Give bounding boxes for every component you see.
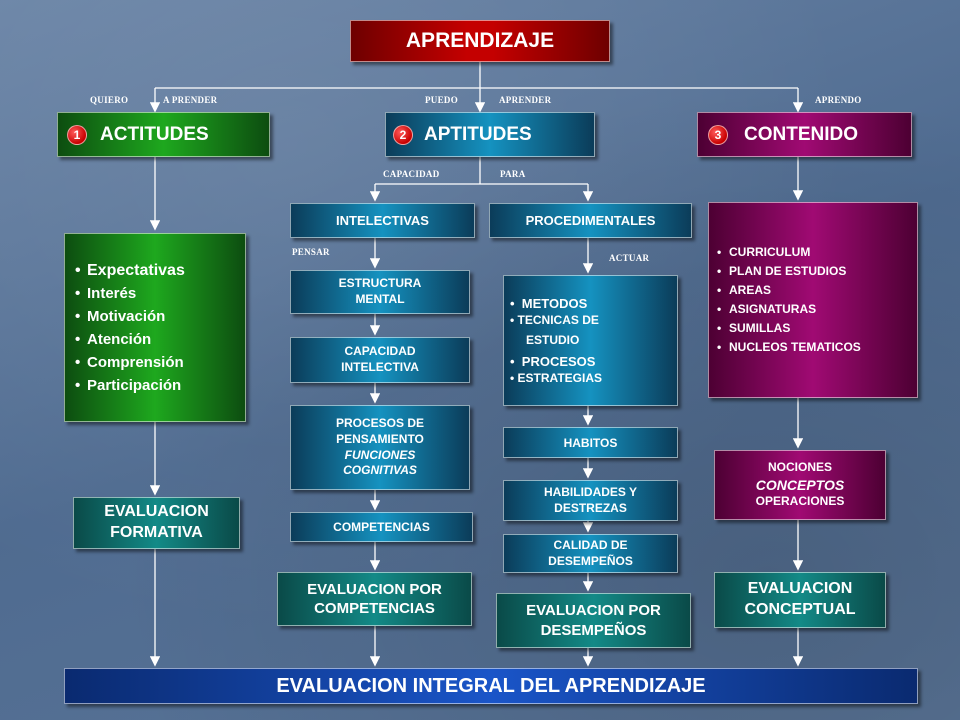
list-item: • ESTRATEGIAS	[510, 371, 602, 386]
procesos-line2: PENSAMIENTO	[336, 431, 424, 446]
label-actuar: ACTUAR	[609, 253, 650, 263]
evaluacion-desempenos-box	[496, 593, 691, 648]
tecnicas-item: TECNICAS DE	[517, 313, 599, 328]
eval-conceptual-line1: EVALUACION	[747, 580, 853, 598]
label-a-prender: A PRENDER	[163, 95, 218, 105]
aprendizaje-title-box	[350, 20, 610, 62]
capacidad-line2: INTELECTIVA	[341, 360, 419, 374]
eval-conceptual-line2: CONCEPTUAL	[744, 601, 856, 618]
procesos-line1: PROCESOS DE	[335, 416, 425, 431]
actitudes-list-box	[64, 233, 246, 422]
evaluacion-formativa-box	[73, 497, 240, 549]
aprendizaje-title: APRENDIZAJE	[405, 29, 555, 52]
habitos-label: HABITOS	[563, 435, 618, 450]
procesos-line4: COGNITIVAS	[343, 463, 417, 478]
capacidad-intelectiva-box	[290, 337, 470, 383]
list-item: • Motivación	[75, 305, 185, 328]
list-item: • PLAN DE ESTUDIOS	[717, 262, 861, 281]
actitudes-label: ACTITUDES	[100, 123, 209, 145]
label-aprendo: APRENDO	[815, 95, 862, 105]
list-item: • METODOS	[510, 295, 588, 311]
calidad-desempenos-box	[503, 534, 678, 573]
metodos-list	[510, 295, 602, 387]
label-aprender: APRENDER	[499, 95, 552, 105]
estudio-item: ESTUDIO	[526, 333, 580, 348]
label-pensar: PENSAR	[292, 247, 330, 257]
eval-competencias-line2: COMPETENCIAS	[314, 600, 435, 617]
procesos-line3: FUNCIONES	[344, 447, 416, 462]
evaluacion-integral-box	[64, 668, 918, 704]
nociones-line3: OPERACIONES	[755, 494, 845, 509]
estructura-line1: ESTRUCTURA	[338, 276, 422, 291]
capacidad-line1: CAPACIDAD	[344, 344, 416, 359]
label-para: PARA	[500, 169, 526, 179]
evaluacion-competencias-box	[277, 572, 472, 626]
competencias-box	[290, 512, 473, 542]
procesos-item: PROCESOS	[521, 353, 596, 369]
label-puedo: PUEDO	[425, 95, 458, 105]
nociones-line1: NOCIONES	[767, 460, 832, 475]
actitudes-header	[57, 112, 270, 157]
evaluacion-formativa-line1: EVALUACION	[104, 503, 209, 521]
intelectivas-box	[290, 203, 475, 238]
estructura-line2: MENTAL	[355, 292, 405, 306]
evaluacion-integral-label: EVALUACION INTEGRAL DEL APRENDIZAJE	[276, 674, 706, 697]
metodos-item: METODOS	[521, 295, 588, 311]
eval-competencias-line1: EVALUACION POR	[307, 580, 442, 598]
list-item: • Expectativas	[75, 259, 185, 282]
label-quiero: QUIERO	[90, 95, 129, 105]
list-item: • SUMILLAS	[717, 319, 861, 338]
list-item: • ASIGNATURAS	[717, 300, 861, 319]
list-item: • Atención	[75, 328, 185, 351]
number-badge-3: 3	[708, 125, 728, 145]
list-item: • TECNICAS DE	[510, 313, 599, 328]
eval-desempenos-line1: EVALUACION POR	[526, 602, 661, 619]
calidad-line1: CALIDAD DE	[553, 537, 628, 552]
habilidades-line2: DESTREZAS	[554, 500, 627, 515]
contenido-list-box	[708, 202, 918, 398]
list-item: • Participación	[75, 374, 185, 397]
list-item: • Comprensión	[75, 351, 185, 374]
procesos-pensamiento-box	[290, 405, 470, 490]
number-badge-1: 1	[67, 125, 87, 145]
actitudes-list	[75, 259, 185, 397]
metodos-box	[503, 275, 678, 406]
number-badge-2: 2	[393, 125, 413, 145]
habilidades-box	[503, 480, 678, 521]
procedimentales-box	[489, 203, 692, 238]
evaluacion-conceptual-box	[714, 572, 886, 628]
contenido-label: CONTENIDO	[744, 123, 858, 145]
aptitudes-label: APTITUDES	[424, 123, 532, 145]
calidad-line2: DESEMPEÑOS	[548, 553, 633, 568]
evaluacion-formativa-line2: FORMATIVA	[110, 524, 203, 541]
list-item: • CURRICULUM	[717, 243, 861, 262]
list-item	[510, 332, 602, 348]
nociones-box	[714, 450, 886, 520]
competencias-label: COMPETENCIAS	[333, 520, 430, 534]
list-item: • AREAS	[717, 281, 861, 300]
eval-desempenos-line2: DESEMPEÑOS	[540, 621, 647, 639]
list-item: • NUCLEOS TEMATICOS	[717, 338, 861, 357]
aptitudes-header	[385, 112, 595, 157]
label-capacidad: CAPACIDAD	[383, 169, 440, 179]
procedimentales-label: PROCEDIMENTALES	[525, 213, 656, 228]
list-item: • Interés	[75, 282, 185, 305]
habitos-box	[503, 427, 678, 458]
contenido-list	[717, 243, 861, 357]
intelectivas-label: INTELECTIVAS	[336, 213, 429, 228]
estructura-mental-box	[290, 270, 470, 314]
nociones-line2: CONCEPTOS	[755, 476, 845, 493]
contenido-header	[697, 112, 912, 157]
habilidades-line1: HABILIDADES Y	[543, 484, 638, 499]
estrategias-item: ESTRATEGIAS	[517, 371, 602, 386]
list-item: • PROCESOS	[510, 353, 596, 369]
